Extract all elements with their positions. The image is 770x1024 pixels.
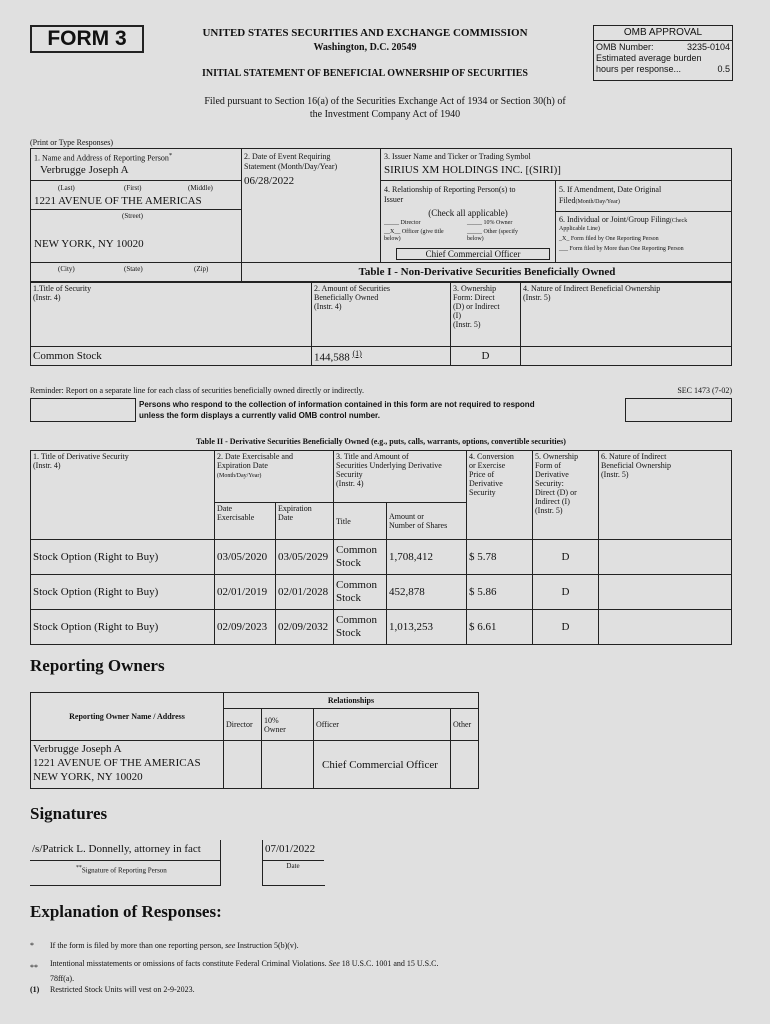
t2-form: D: [533, 610, 599, 645]
t2-col2b-header: Expiration Date: [276, 503, 334, 540]
t2-exercisable: 02/01/2019: [215, 575, 276, 610]
t2-amount: 452,878: [387, 575, 467, 610]
t2-col5-header: 5. Ownership Form of Derivative Security: Direct (D) or Indirect (I) (Instr. 5): [533, 451, 599, 540]
table1-col3-header: 3. Ownership Form: Direct (D) or Indirect (I) (Instr. 5): [451, 283, 521, 347]
t1-title: Common Stock: [31, 347, 312, 366]
note-double-star: ** Intentional misstatements or omissions of facts constitute Federal Criminal Violations. See 18 U.S.C. 1001 and 15 U.S.C. 78ff(a).: [30, 959, 439, 983]
t2-underlying: Common Stock: [334, 575, 387, 610]
ten-pct-header: 10% Owner: [262, 709, 314, 741]
omb-title: OMB APPROVAL: [594, 26, 732, 41]
box6-option-2: ___ Form filed by More than One Reporting Person: [559, 246, 684, 252]
notice-right-box: [625, 398, 732, 422]
box6-label: 6. Individual or Joint/Group Filing(Check: [559, 215, 688, 224]
director-option: _____ Director: [384, 220, 421, 226]
street-label: (Street): [122, 212, 143, 220]
reporting-street: 1221 AVENUE OF THE AMERICAS: [34, 195, 202, 207]
table-row: [31, 575, 732, 610]
box5-label-1: 5. If Amendment, Date Original: [559, 185, 662, 194]
t2-underlying: Common Stock: [334, 540, 387, 575]
t2-price: $ 5.78: [467, 540, 533, 575]
form-label-box: [30, 25, 144, 53]
omb-burden-value: 0.5: [717, 64, 730, 74]
director-header: Director: [224, 709, 262, 741]
event-date: 06/28/2022: [244, 175, 295, 187]
box2-label-1: 2. Date of Event Requiring: [244, 152, 331, 161]
issuer-name: SIRIUS XM HOLDINGS INC. [(SIRI)]: [384, 164, 561, 176]
reporting-owners-table: [30, 692, 479, 789]
t2-col3a-header: Title: [334, 503, 387, 540]
omb-burden-line: Estimated average burden: [596, 53, 702, 63]
middle-label: (Middle): [188, 184, 213, 192]
t2-amount: 1,013,253: [387, 610, 467, 645]
t2-nature: [599, 610, 732, 645]
table2-title: Table II - Derivative Securities Beneficially Owned (e.g., puts, calls, warrants, options, convertible securities): [196, 437, 566, 446]
table1-col4-header: 4. Nature of Indirect Beneficial Ownership (Instr. 5): [521, 283, 732, 347]
t2-col3-header: 3. Title and Amount of Securities Underlying Derivative Security (Instr. 4): [334, 451, 467, 503]
table2: [30, 450, 732, 645]
relationships-header: Relationships: [224, 693, 479, 709]
owner-ten-pct: [262, 741, 314, 789]
table1: [30, 282, 732, 366]
box2-label-2: Statement (Month/Day/Year): [244, 162, 338, 171]
officer-option: __X__ Officer (give title below): [384, 229, 444, 242]
omb-number-label: OMB Number:: [596, 42, 654, 52]
t2-expiration: 02/01/2028: [276, 575, 334, 610]
t2-nature: [599, 540, 732, 575]
t2-col1-header: 1. Title of Derivative Security (Instr. 4): [31, 451, 215, 540]
filed-pursuant-2: the Investment Company Act of 1940: [309, 109, 461, 120]
filed-pursuant-1: Filed pursuant to Section 16(a) of the Securities Exchange Act of 1934 or Section 30(h) of: [204, 96, 566, 107]
check-all: (Check all applicable): [428, 208, 508, 218]
t2-title: Stock Option (Right to Buy): [31, 610, 215, 645]
box6-line2: Applicable Line): [559, 226, 600, 232]
t2-col4-header: 4. Conversion or Exercise Price of Derivative Security: [467, 451, 533, 540]
t1-nature: [521, 347, 732, 366]
last-label: (Last): [58, 184, 75, 192]
note-footnote-1: (1) Restricted Stock Units will vest on 2-9-2023.: [30, 985, 195, 994]
t2-exercisable: 02/09/2023: [215, 610, 276, 645]
owner-director: [224, 741, 262, 789]
t2-price: $ 5.86: [467, 575, 533, 610]
t2-exercisable: 03/05/2020: [215, 540, 276, 575]
t2-nature: [599, 575, 732, 610]
box1-mark: *: [168, 152, 173, 159]
table1-col2-header: 2. Amount of Securities Beneficially Owned (Instr. 4): [312, 283, 451, 347]
box3-label: 3. Issuer Name and Ticker or Trading Symbol: [384, 152, 531, 161]
reporting-owners-heading: Reporting Owners: [30, 656, 165, 675]
t2-price: $ 6.61: [467, 610, 533, 645]
omb-notice: Persons who respond to the collection of information contained in this form are not required to respond unless the form displays a currently valid OMB control number.: [139, 400, 535, 420]
t2-amount: 1,708,412: [387, 540, 467, 575]
explanation-heading: Explanation of Responses:: [30, 902, 222, 921]
note-star: * If the form is filed by more than one reporting person, see Instruction 5(b)(v).: [30, 941, 299, 950]
t2-col2-header: 2. Date Exercisable and Expiration Date (Month/Day/Year): [215, 451, 334, 503]
box6-option-1: _X_ Form filed by One Reporting Person: [559, 236, 659, 242]
box4-label-2: Issuer: [384, 195, 404, 204]
form-label: FORM 3: [47, 27, 127, 50]
omb-body: [594, 41, 732, 76]
sec-code: SEC 1473 (7-02): [677, 386, 732, 395]
table-row: [31, 741, 479, 789]
reminder-text: Reminder: Report on a separate line for each class of securities beneficially owned directly or indirectly.: [30, 386, 365, 395]
signature-label: **Signature of Reporting Person: [76, 865, 167, 875]
other-header: Other: [451, 709, 479, 741]
officer-title: Chief Commercial Officer: [396, 248, 550, 260]
t2-expiration: 03/05/2029: [276, 540, 334, 575]
signatures-heading: Signatures: [30, 804, 108, 823]
owner-name-address: Verbrugge Joseph A 1221 AVENUE OF THE AMERICAS NEW YORK, NY 10020: [31, 741, 224, 789]
table1-col1-header: 1.Title of Security (Instr. 4): [31, 283, 312, 347]
owner-officer: Chief Commercial Officer: [314, 741, 451, 789]
omb-number: 3235-0104: [686, 42, 730, 52]
t1-amount: 144,588 $^{(1)}$: [312, 347, 451, 366]
zip-label: (Zip): [194, 265, 209, 273]
signature-date: 07/01/2022: [265, 843, 316, 855]
table1-title: Table I - Non-Derivative Securities Beneficially Owned: [358, 266, 616, 278]
omb-approval-box: [593, 25, 733, 81]
first-label: (First): [124, 184, 142, 192]
date-label: Date: [286, 862, 300, 870]
owner-name-header: Reporting Owner Name / Address: [31, 693, 224, 741]
form-title: INITIAL STATEMENT OF BENEFICIAL OWNERSHIP OF SECURITIES: [201, 68, 528, 79]
box5-label-2: Filed(Month/Day/Year): [559, 196, 620, 205]
state-label: (State): [124, 265, 143, 273]
notice-left-box: [30, 398, 136, 422]
signer-name: /s/Patrick L. Donnelly, attorney in fact: [32, 843, 201, 855]
table-row: [31, 540, 732, 575]
t2-title: Stock Option (Right to Buy): [31, 575, 215, 610]
reporting-person-name: Verbrugge Joseph A: [40, 164, 129, 176]
t1-form: D: [451, 347, 521, 366]
agency-city: Washington, D.C. 20549: [313, 42, 417, 53]
owner-other: [451, 741, 479, 789]
reporting-city: NEW YORK, NY 10020: [34, 238, 144, 250]
box1-label: 1. Name and Address of Reporting Person*: [34, 152, 173, 163]
officer-header: Officer: [314, 709, 451, 741]
t2-form: D: [533, 540, 599, 575]
t2-title: Stock Option (Right to Buy): [31, 540, 215, 575]
print-type-note: (Print or Type Responses): [30, 138, 114, 147]
t2-col3b-header: Amount or Number of Shares: [387, 503, 467, 540]
t2-form: D: [533, 575, 599, 610]
t2-underlying: Common Stock: [334, 610, 387, 645]
t2-col6-header: 6. Nature of Indirect Beneficial Ownership (Instr. 5): [599, 451, 732, 540]
ten-pct-option: _____ 10% Owner: [467, 220, 513, 226]
box4-label-1: 4. Relationship of Reporting Person(s) to: [384, 185, 516, 194]
table-row: [31, 610, 732, 645]
agency-name: UNITED STATES SECURITIES AND EXCHANGE COMMISSION: [202, 27, 528, 39]
city-label: (City): [58, 265, 75, 273]
other-option: _____ Other (specify below): [467, 229, 518, 242]
table-row: [31, 347, 732, 366]
omb-burden-label: hours per response...: [596, 64, 682, 74]
t2-expiration: 02/09/2032: [276, 610, 334, 645]
t2-col2a-header: Date Exercisable: [215, 503, 276, 540]
